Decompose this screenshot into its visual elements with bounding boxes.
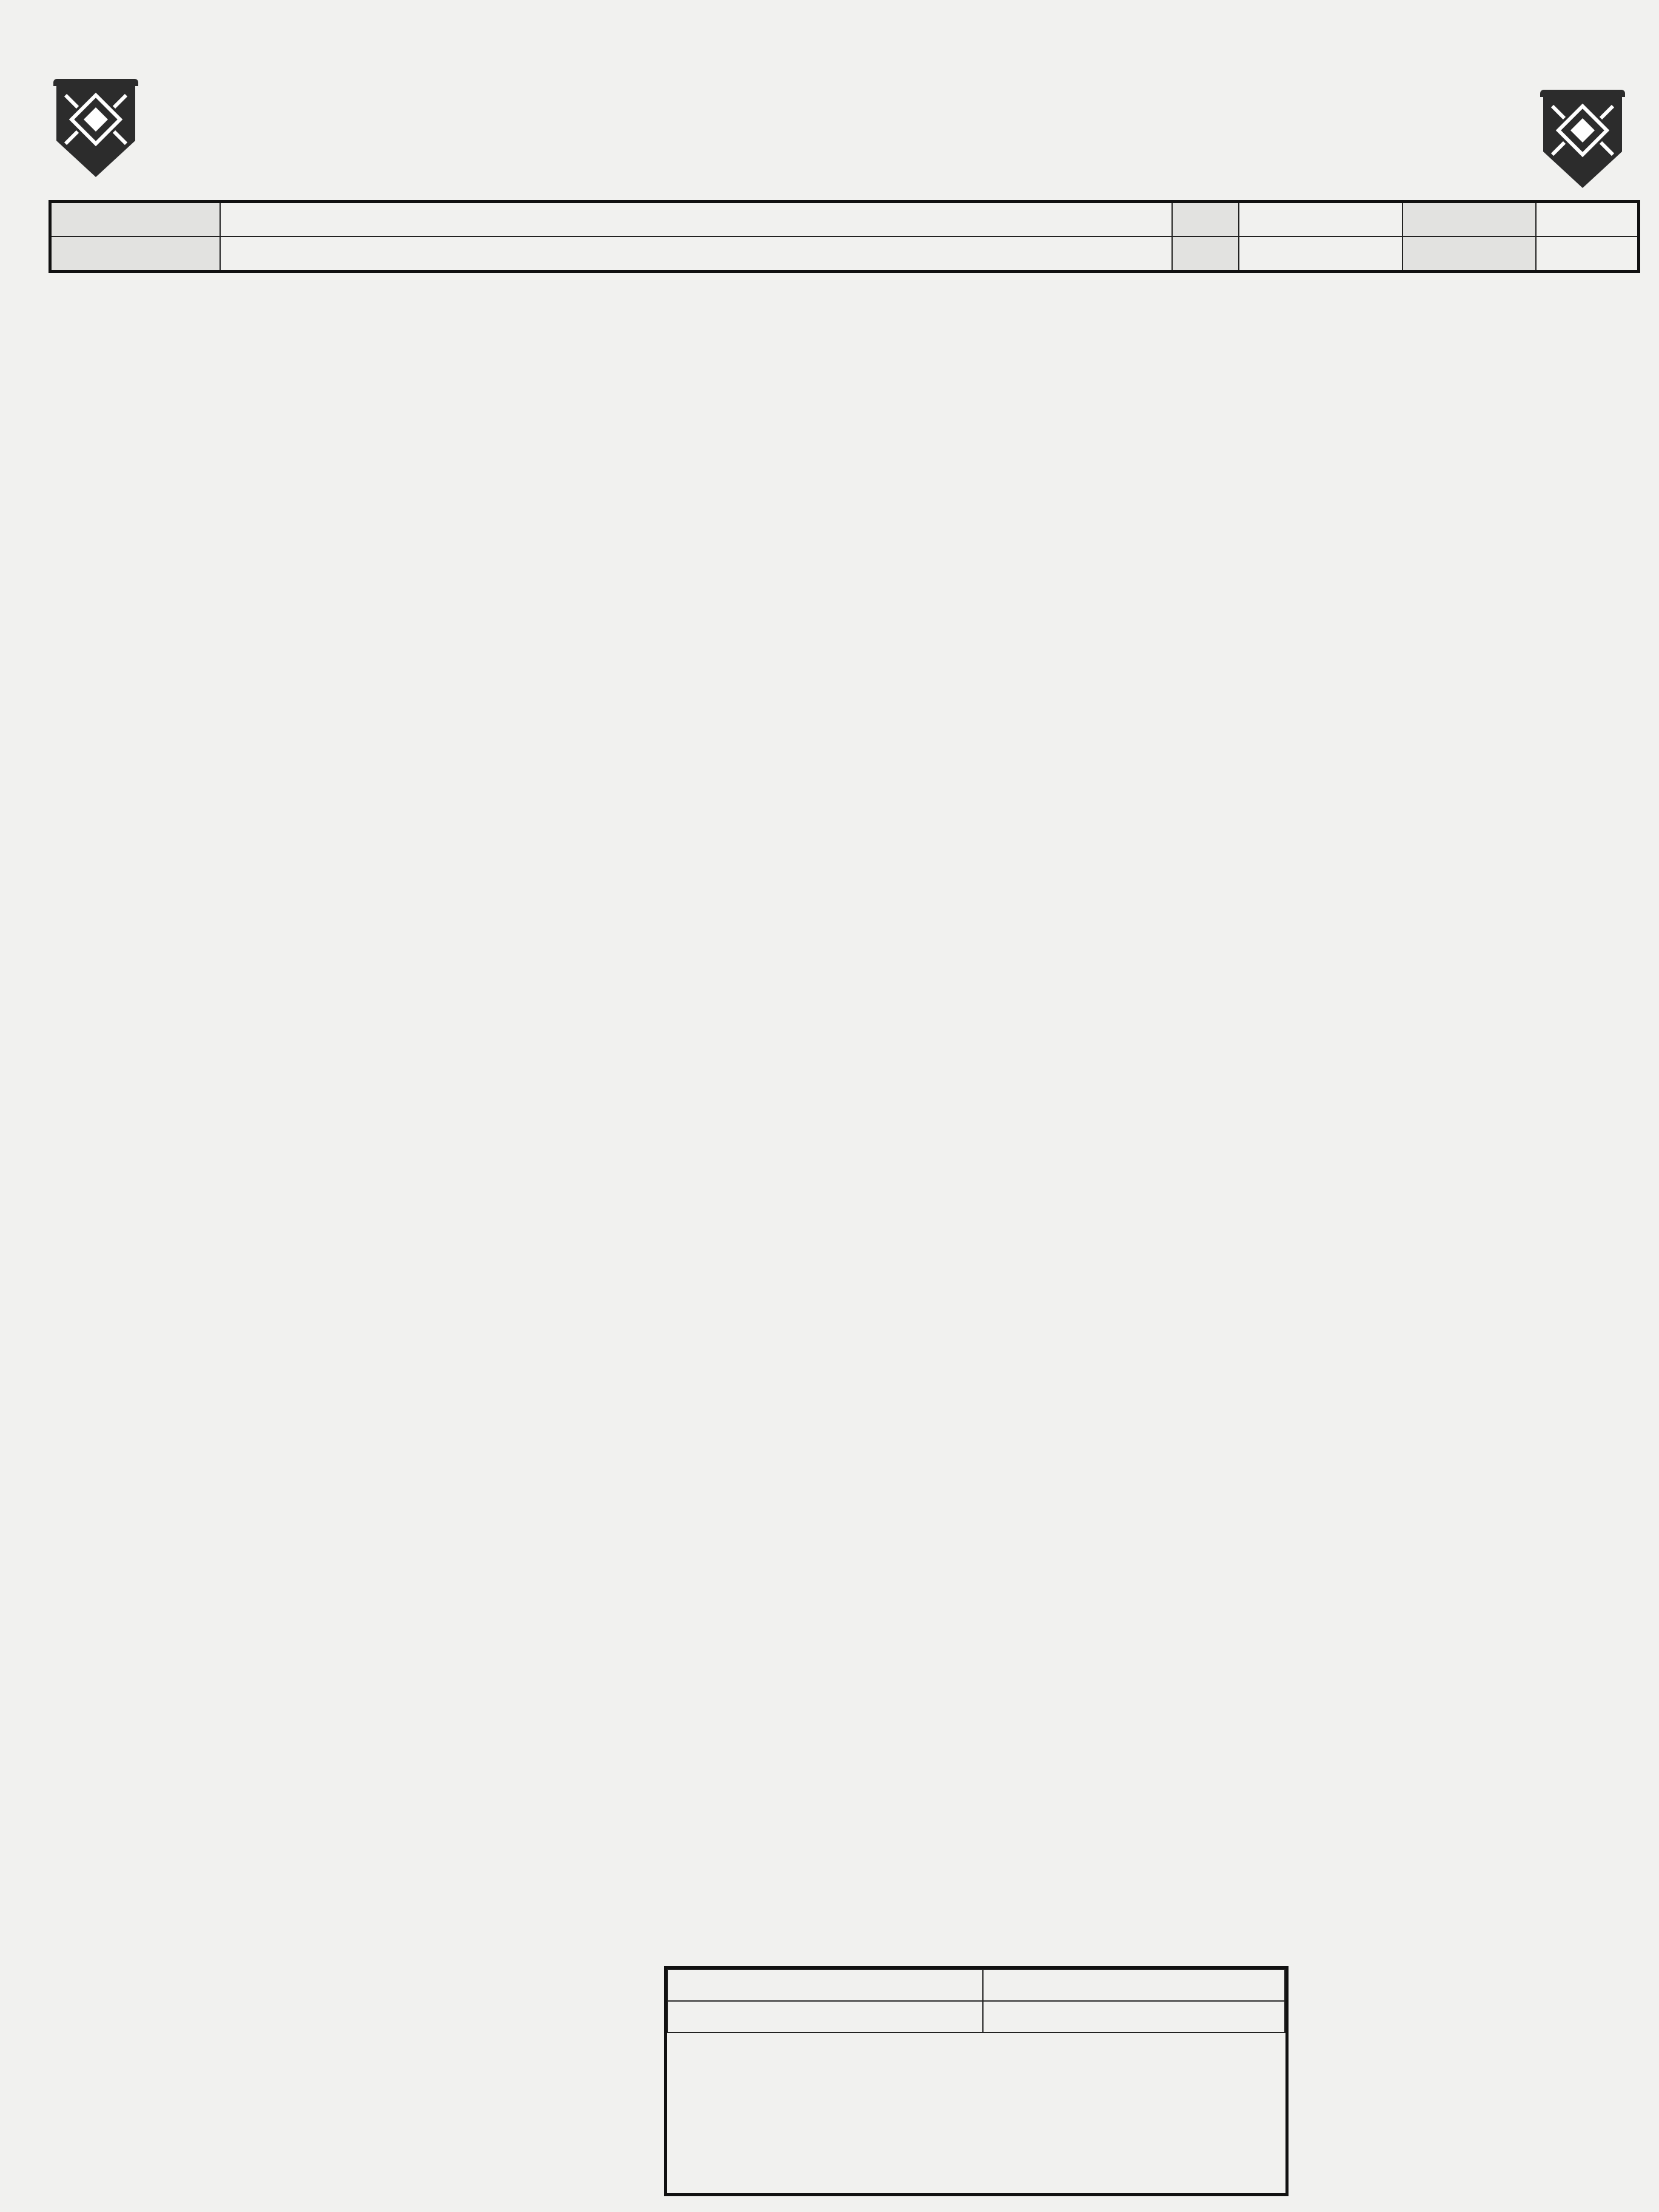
competition-value [220,202,1172,237]
game-label [1403,202,1536,237]
venue-label [50,236,220,272]
date-label [1172,202,1239,237]
spectators-value [1536,236,1639,272]
time-label [1172,236,1239,272]
match-info-table [49,200,1640,273]
ornament-shield-icon [53,86,138,177]
competition-label [50,202,220,237]
belarus-logo-right [1540,90,1625,205]
game-value [1536,202,1639,237]
logo-plate [53,79,138,86]
logo-plate [1540,90,1625,97]
date-value [1239,202,1403,237]
belarus-logo-left [53,79,138,194]
time-value [1239,236,1403,272]
timeout-b [983,2001,1285,2033]
timeout-a [668,2001,983,2033]
ornament-shield-icon [1540,97,1625,188]
spectators-label [1403,236,1536,272]
venue-value [220,236,1172,272]
goalie-time-box [664,1966,1289,2196]
game-times-table [667,1969,1285,2033]
